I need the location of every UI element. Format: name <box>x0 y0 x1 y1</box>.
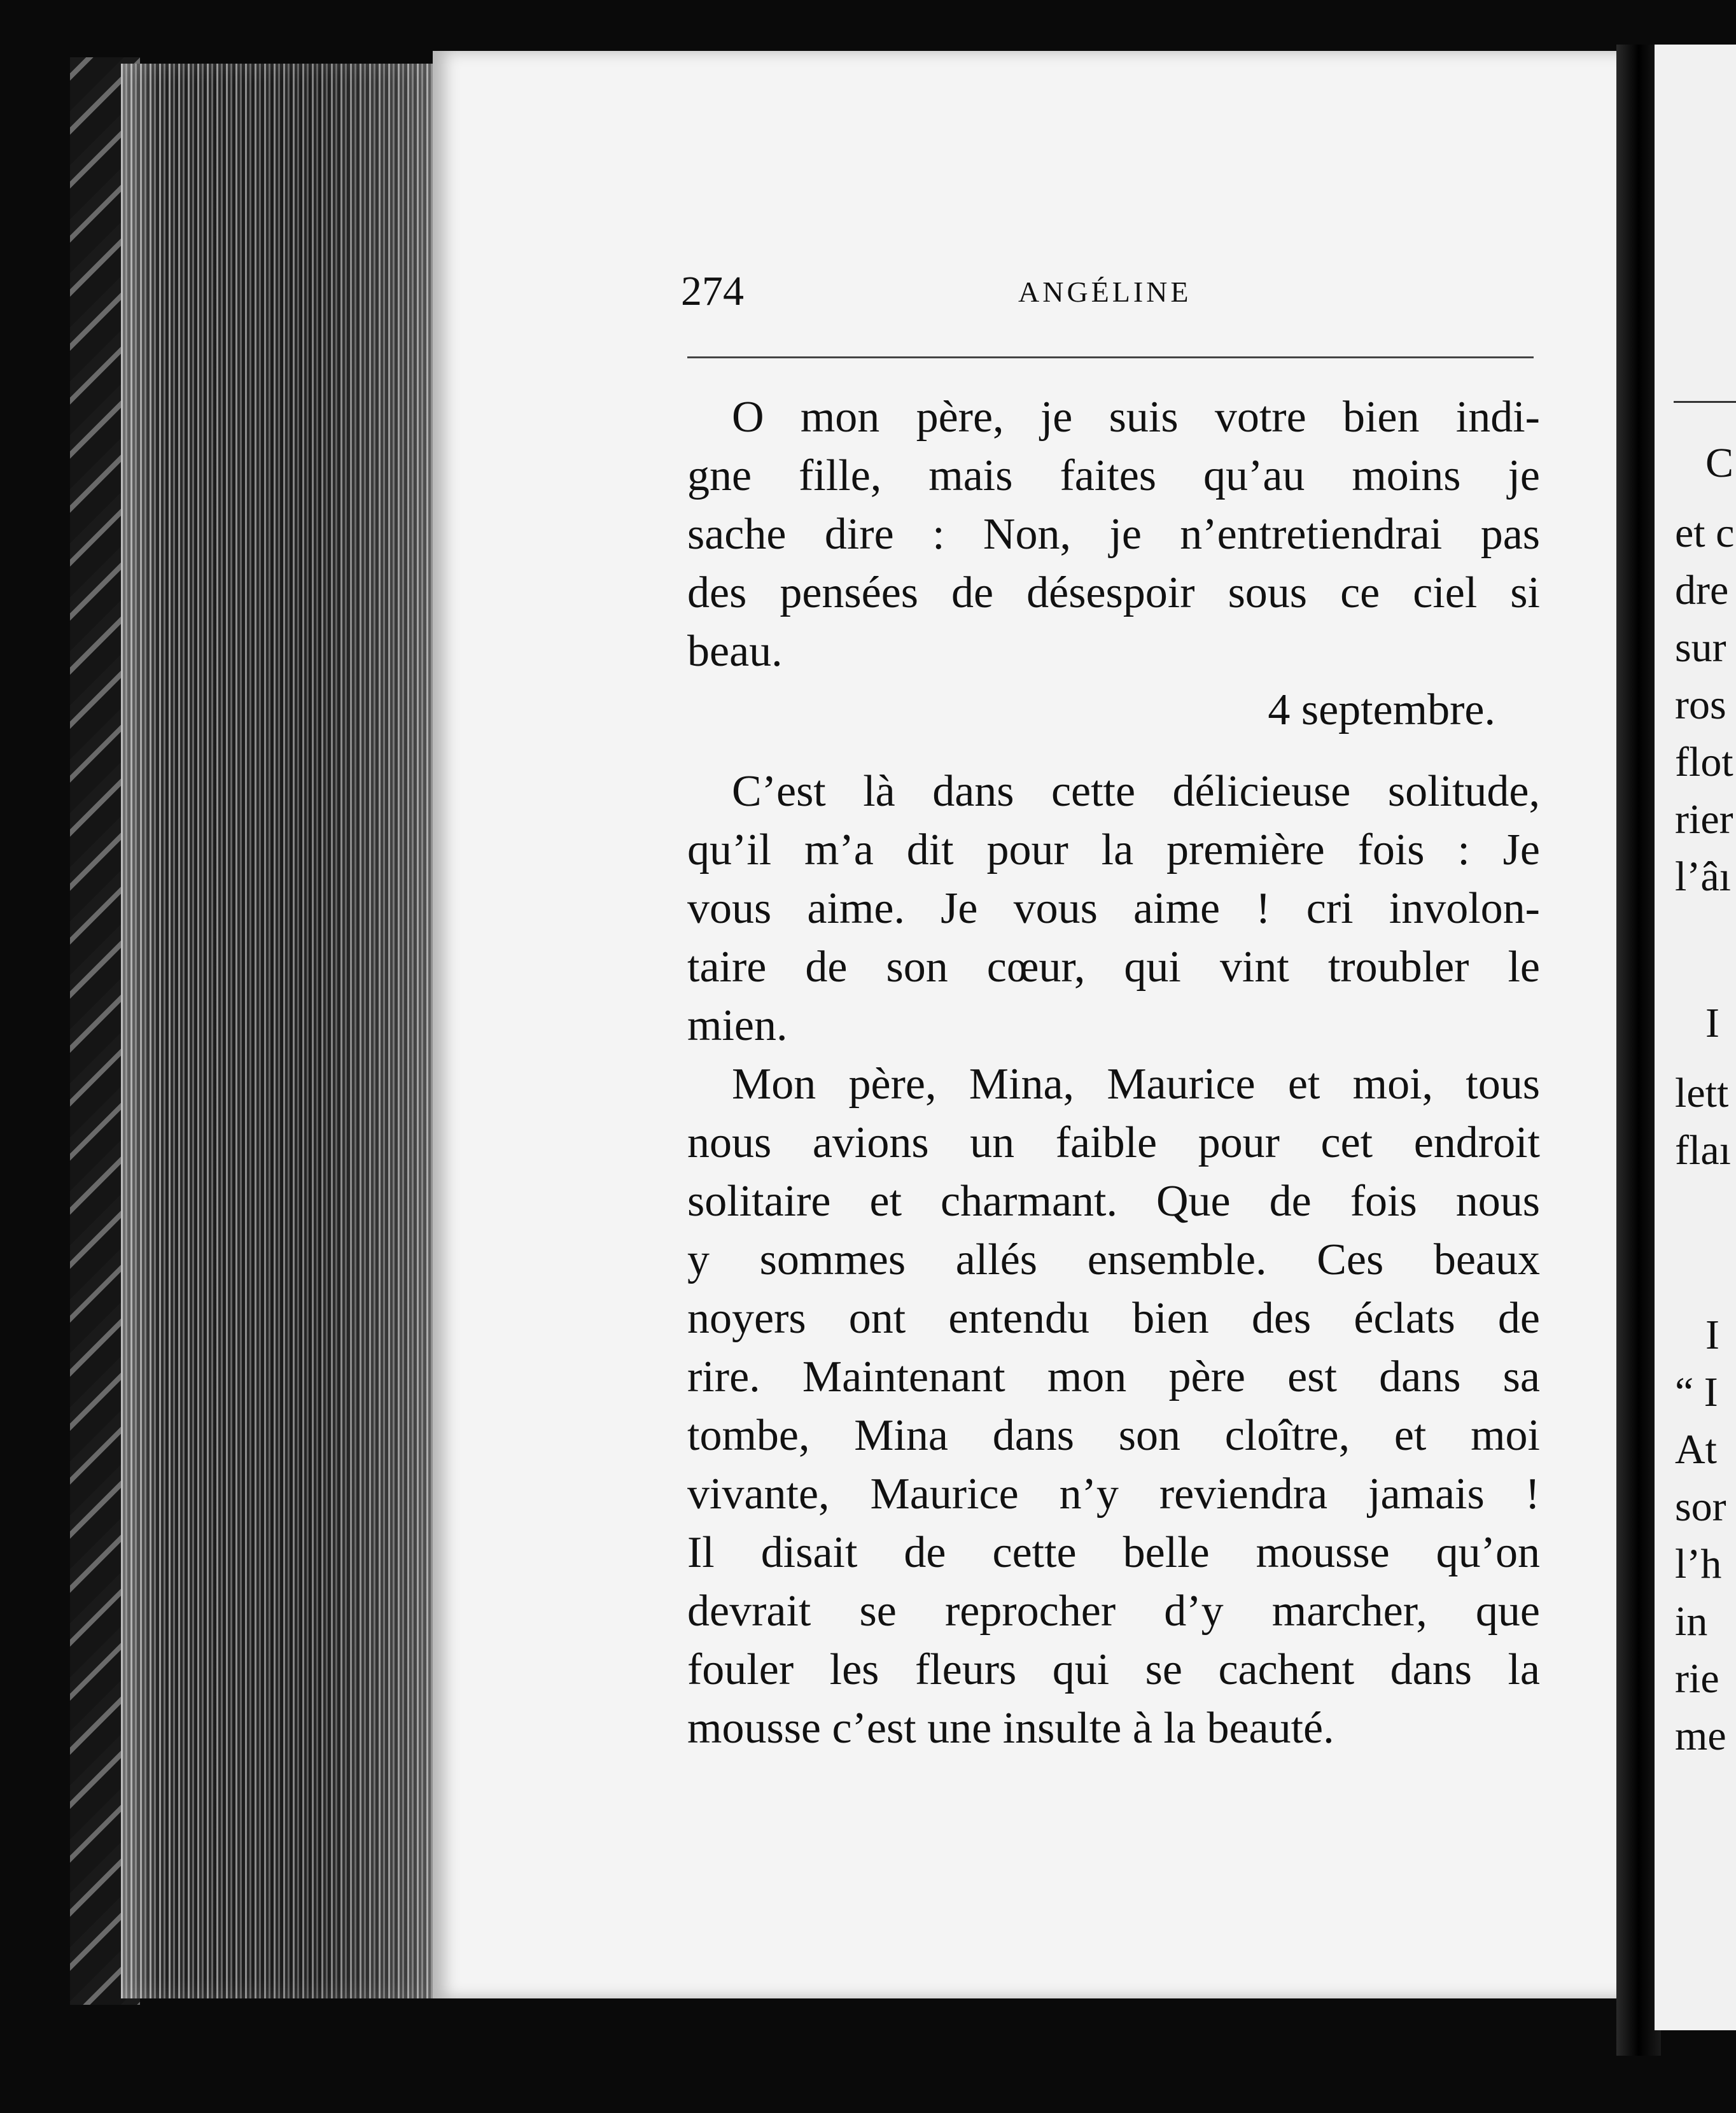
text-line: vous aime. Je vous aime ! cri involon- <box>687 884 1540 933</box>
right-page-fragment: sur <box>1675 624 1726 671</box>
text-line: rire. Maintenant mon père est dans sa <box>687 1352 1540 1401</box>
text-line: C’est là dans cette délicieuse solitude, <box>732 767 1540 816</box>
page-number: 274 <box>681 268 744 314</box>
header-title: ANGÉLINE <box>1018 276 1192 308</box>
right-page-fragment: l’h <box>1675 1541 1722 1587</box>
right-page-fragment: me <box>1675 1713 1726 1759</box>
page-stack-edges <box>121 64 445 1998</box>
text-line: devrait se reprocher d’y marcher, que <box>687 1587 1540 1636</box>
text-line: noyers ont entendu bien des éclats de <box>687 1294 1540 1343</box>
text-line: beau. <box>687 627 783 676</box>
right-page-fragment: ros <box>1675 682 1726 728</box>
text-line: nous avions un faible pour cet endroit <box>687 1118 1540 1167</box>
right-page-peek <box>1655 45 1736 2030</box>
text-line: Mon père, Mina, Maurice et moi, tous <box>732 1060 1540 1109</box>
right-page-fragment: et c <box>1675 510 1735 556</box>
right-page-fragment: flaı <box>1675 1127 1731 1174</box>
text-line: qu’il m’a dit pour la première fois : Je <box>687 825 1540 874</box>
right-page-fragment: flot <box>1675 739 1733 785</box>
paragraph-3 <box>687 1055 1540 1758</box>
header-rule <box>687 356 1534 358</box>
right-page-fragment: l’âı <box>1675 853 1731 900</box>
text-line: O mon père, je suis votre bien indi- <box>732 393 1540 442</box>
text-line: taire de son cœur, qui vint troubler le <box>687 943 1540 992</box>
text-line: y sommes allés ensemble. Ces beaux <box>687 1235 1540 1284</box>
paragraph-2 <box>687 762 1540 1055</box>
running-head <box>681 267 1534 325</box>
right-page-rule <box>1674 401 1736 403</box>
text-line: sache dire : Non, je n’entretiendrai pas <box>687 510 1540 559</box>
date-line: 4 septembre. <box>1268 685 1495 734</box>
right-page-fragment: rier <box>1675 796 1733 843</box>
text-line: tombe, Mina dans son cloître, et moi <box>687 1411 1540 1460</box>
right-page-fragment: C <box>1705 440 1734 486</box>
right-page-fragment: I <box>1705 1000 1719 1046</box>
right-page-fragment: in <box>1675 1598 1708 1645</box>
right-page-fragment: lett <box>1675 1070 1729 1116</box>
text-line: vivante, Maurice n’y reviendra jamais ! <box>687 1470 1540 1519</box>
text-line: fouler les fleurs qui se cachent dans la <box>687 1645 1540 1694</box>
right-page-fragment: dre <box>1675 567 1729 614</box>
text-line: mousse c’est une insulte à la beauté. <box>687 1704 1334 1753</box>
text-line: gne fille, mais faites qu’au moins je <box>687 451 1540 500</box>
right-page-fragment: “ I <box>1675 1369 1718 1415</box>
paragraph-1 <box>687 388 1540 681</box>
text-line: solitaire et charmant. Que de fois nous <box>687 1177 1540 1226</box>
right-page-fragment: At <box>1675 1426 1717 1473</box>
text-line: Il disait de cette belle mousse qu’on <box>687 1528 1540 1577</box>
text-line: mien. <box>687 1001 788 1050</box>
right-page-fragment: I <box>1705 1312 1719 1358</box>
text-line: des pensées de désespoir sous ce ciel si <box>687 568 1540 617</box>
body-text <box>687 388 1540 1758</box>
right-page-fragment: sor <box>1675 1484 1726 1530</box>
right-page-fragment: rie <box>1675 1655 1719 1702</box>
